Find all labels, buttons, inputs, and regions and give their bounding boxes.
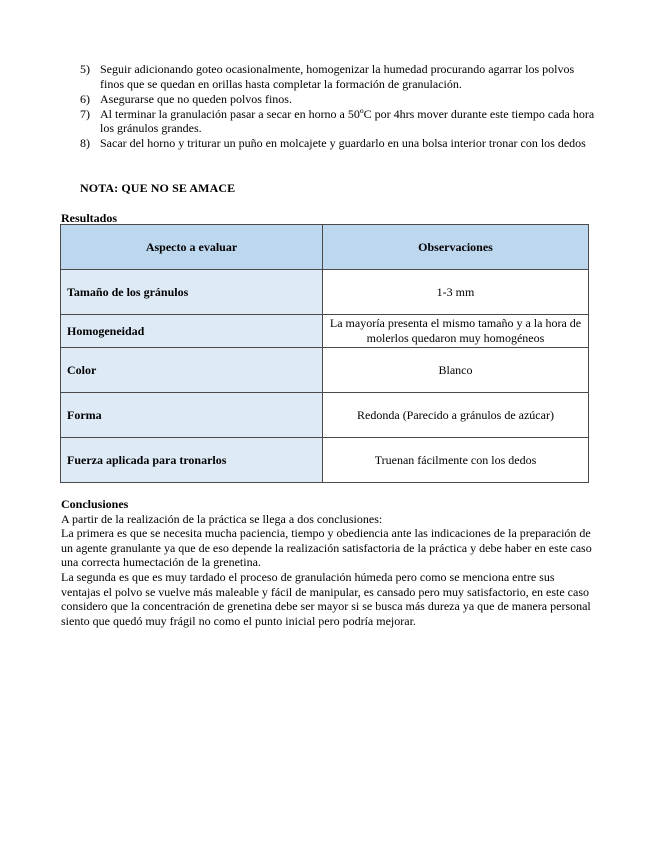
step-text: Seguir adicionando goteo ocasionalmente, homogenizar la humedad procurando agarrar los polvos finos que se quedan en orillas hasta completar la formación de granulación. (100, 62, 575, 91)
aspect-cell: Forma (61, 393, 323, 438)
conclusion-paragraph: A partir de la realización de la práctica se llega a dos conclusiones: (61, 511, 383, 526)
table-header-row (61, 225, 589, 270)
table-row (61, 393, 589, 438)
procedure-steps-list (76, 62, 596, 152)
observation-cell: Redonda (Parecido a gránulos de azúcar) (323, 393, 589, 438)
step-number: 6) (80, 91, 90, 106)
procedure-step (76, 136, 596, 151)
table-row (61, 438, 589, 483)
conclusions-section (61, 497, 596, 628)
aspect-cell: Fuerza aplicada para tronarlos (61, 438, 323, 483)
conclusion-paragraph: La segunda es que es muy tardado el proceso de granulación húmeda pero como se menciona entre sus ventajas el polvo se vuelve más maleable y fácil de manipular, es cansado pero muy satisfactorio, en este caso considero que la concentración de grenetina debe ser mayor si se busca más dureza ya que de manera personal siento que quedó muy frágil no como el punto inicial pero podría mejorar. (61, 569, 591, 628)
aspect-cell: Homogeneidad (61, 315, 323, 348)
conclusion-paragraph: La primera es que se necesita mucha paciencia, tiempo y obediencia ante las indicaciones de la preparación de un agente granulante ya que de eso depende la realización satisfactoria de la práctica y debe haber en este caso una correcta humectación de la grenetina. (61, 526, 592, 570)
observation-cell: Truenan fácilmente con los dedos (323, 438, 589, 483)
note-warning: NOTA: QUE NO SE AMACE (80, 181, 236, 195)
step-number: 5) (80, 62, 90, 76)
procedure-step (76, 92, 596, 107)
procedure-step (76, 62, 596, 91)
conclusions-heading: Conclusiones (61, 497, 129, 511)
step-number: 8) (80, 136, 90, 151)
procedure-step (76, 107, 596, 136)
table-row (61, 270, 589, 315)
observation-cell: 1-3 mm (323, 270, 589, 315)
aspect-cell: Tamaño de los gránulos (61, 270, 323, 315)
column-header-aspect: Aspecto a evaluar (61, 225, 323, 270)
observation-cell: La mayoría presenta el mismo tamaño y a la hora de molerlos quedaron muy homogéneos (323, 315, 589, 348)
results-heading: Resultados (61, 211, 118, 225)
aspect-cell: Color (61, 348, 323, 393)
table-row (61, 315, 589, 348)
step-text: Sacar del horno y triturar un puño en molcajete y guardarlo en una bolsa interior tronar con los dedos (100, 136, 586, 151)
step-number: 7) (80, 106, 90, 121)
observation-cell: Blanco (323, 348, 589, 393)
step-text: Asegurarse que no queden polvos finos. (100, 91, 292, 106)
column-header-observations: Observaciones (323, 225, 589, 270)
results-table (60, 224, 589, 483)
step-text: Al terminar la granulación pasar a secar en horno a 50ºC por 4hrs mover durante este tiempo cada hora los gránulos grandes. (100, 106, 595, 136)
table-row (61, 348, 589, 393)
